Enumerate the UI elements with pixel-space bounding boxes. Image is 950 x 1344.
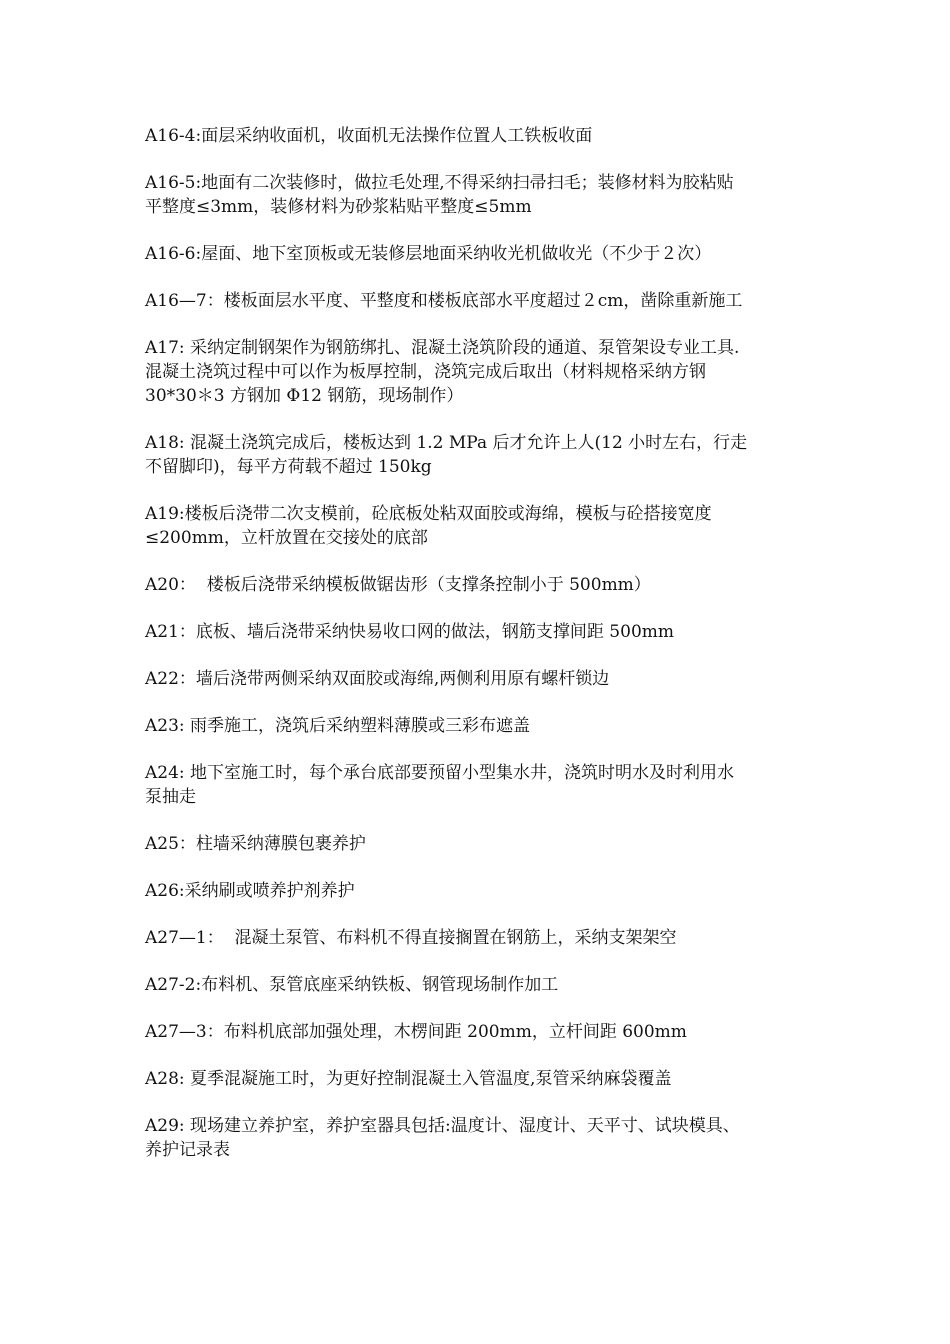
paragraph-a28: A28: 夏季混凝施工时，为更好控制混凝土入管温度,泵管采纳麻袋覆盖	[145, 1069, 672, 1089]
paragraph-a17: A17: 采纳定制钢架作为钢筋绑扎、混凝土浇筑阶段的通道、泵管架设专业工具. 混凝土浇筑过程中可以作为板厚控制，浇筑完成后取出（材料规格采纳方钢 30*30＊3 方钢加 Φ12 钢筋，现场制作）	[145, 338, 740, 406]
document-body	[145, 124, 825, 1185]
paragraph-a16-6: A16-6:屋面、地下室顶板或无装修层地面采纳收光机做收光（不少于２次）	[145, 244, 712, 264]
paragraph-a16-4: A16-4:面层采纳收面机，收面机无法操作位置人工铁板收面	[145, 126, 593, 146]
paragraph-a21: A21：底板、墙后浇带采纳快易收口网的做法，钢筋支撑间距 500mm	[145, 622, 674, 642]
paragraph-a27-3: A27—3：布料机底部加强处理，木楞间距 200mm，立杆间距 600mm	[145, 1022, 687, 1042]
paragraph-a16-5: A16-5:地面有二次装修时，做拉毛处理,不得采纳扫帚扫毛；装修材料为胶粘贴 平整度≤3mm，装修材料为砂浆粘贴平整度≤5mm	[145, 173, 734, 217]
paragraph-a23: A23: 雨季施工，浇筑后采纳塑料薄膜或三彩布遮盖	[145, 716, 531, 736]
paragraph-a16-7: A16—7：楼板面层水平度、平整度和楼板底部水平度超过２cm，凿除重新施工	[145, 291, 743, 311]
paragraph-a26: A26:采纳刷或喷养护剂养护	[145, 881, 355, 901]
paragraph-a18: A18: 混凝土浇筑完成后，楼板达到 1.2 MPa 后才允许上人(12 小时左右，行走 不留脚印)，每平方荷载不超过 150kg	[145, 433, 748, 477]
paragraph-a27-1: A27—1： 混凝土泵管、布料机不得直接搁置在钢筋上，采纳支架架空	[145, 928, 677, 948]
paragraph-a29: A29: 现场建立养护室，养护室器具包括:温度计、湿度计、天平寸、试块模具、 养护记录表	[145, 1116, 740, 1160]
paragraph-a20: A20： 楼板后浇带采纳模板做锯齿形（支撑条控制小于 500mm）	[145, 575, 651, 595]
paragraph-a22: A22：墙后浇带两侧采纳双面胶或海绵,两侧利用原有螺杆锁边	[145, 669, 610, 689]
paragraph-a19: A19:楼板后浇带二次支模前，砼底板处粘双面胶或海绵，模板与砼搭接宽度 ≤200mm，立杆放置在交接处的底部	[145, 504, 712, 548]
paragraph-a27-2: A27-2:布料机、泵管底座采纳铁板、钢管现场制作加工	[145, 975, 559, 995]
paragraph-a24: A24: 地下室施工时，每个承台底部要预留小型集水井，浇筑时明水及时利用水 泵抽走	[145, 763, 735, 807]
paragraph-a25: A25：柱墙采纳薄膜包裹养护	[145, 834, 366, 854]
